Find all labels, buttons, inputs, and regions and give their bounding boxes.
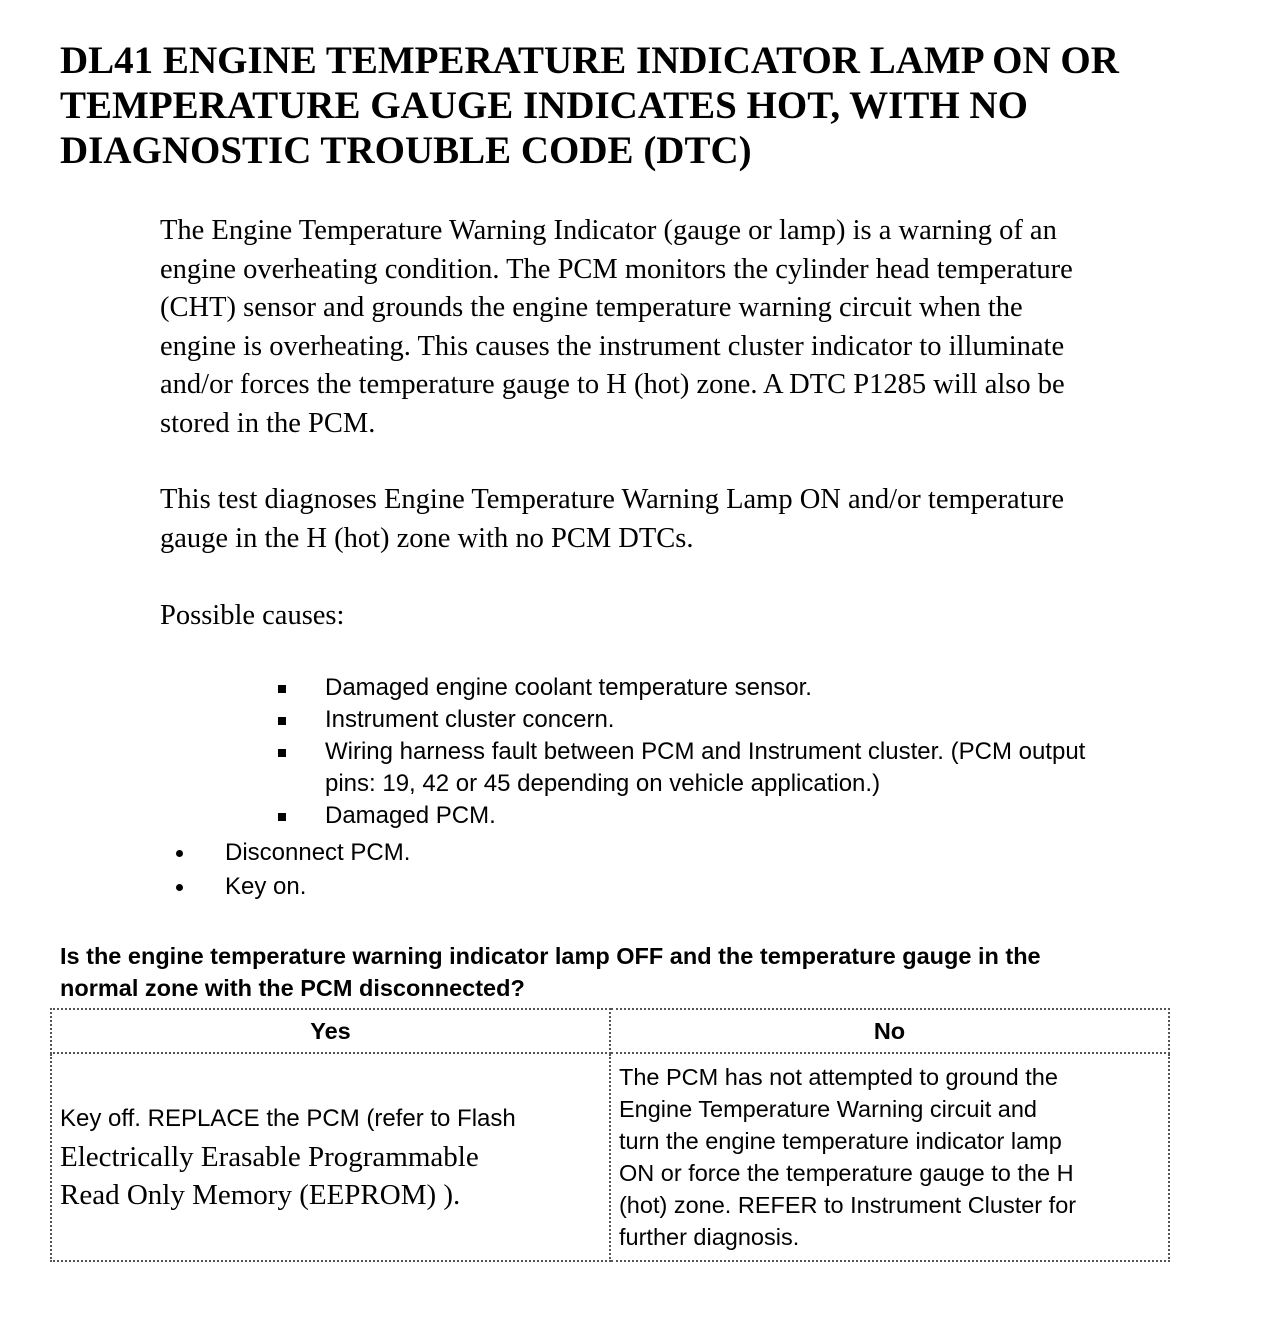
paragraph-line: engine is overheating. This causes the instrument cluster indicator to illuminate xyxy=(160,330,1065,362)
paragraph-line: (CHT) sensor and grounds the engine temperature warning circuit when the xyxy=(160,292,1023,323)
cell-line: turn the engine temperature indicator lamp xyxy=(618,1128,1062,1154)
cell-line: Read Only Memory (EEPROM) ). xyxy=(60,1179,461,1211)
question-line: normal zone with the PCM disconnected? xyxy=(60,975,525,1001)
list-item-text: Instrument cluster concern. xyxy=(325,706,615,733)
title-line: DL41 ENGINE TEMPERATURE INDICATOR LAMP ON OR xyxy=(60,39,1119,82)
yes-header: Yes xyxy=(51,1009,610,1053)
list-item xyxy=(0,672,1280,704)
paragraph-line: This test diagnoses Engine Temperature Warning Lamp ON and/or temperature xyxy=(160,484,1065,515)
no-header: No xyxy=(610,1009,1169,1053)
yes-cell xyxy=(51,1053,610,1261)
table-header-row xyxy=(51,1009,1169,1053)
no-cell xyxy=(610,1053,1169,1261)
answer-table xyxy=(50,1008,1170,1262)
paragraph-line: stored in the PCM. xyxy=(160,407,376,439)
page-title xyxy=(60,38,1220,173)
paragraph-line: The Engine Temperature Warning Indicator (gauge or lamp) is a warning of an xyxy=(160,215,1057,246)
cell-line: (hot) zone. REFER to Instrument Cluster for xyxy=(618,1192,1077,1218)
list-item-text: pins: 19, 42 or 45 depending on vehicle application.) xyxy=(325,770,881,797)
table-row xyxy=(51,1053,1169,1261)
cell-line: Key off. REPLACE the PCM (refer to Flash xyxy=(60,1105,516,1132)
step-item: Key on. xyxy=(0,870,1280,904)
cell-line: ON or force the temperature gauge to the H xyxy=(618,1160,1074,1186)
list-item xyxy=(0,704,1280,736)
title-line: DIAGNOSTIC TROUBLE CODE (DTC) xyxy=(60,129,752,172)
causes-list xyxy=(0,672,1280,832)
cell-line: Engine Temperature Warning circuit and xyxy=(618,1096,1037,1122)
cell-line: Electrically Erasable Programmable xyxy=(60,1141,479,1173)
intro-paragraph xyxy=(160,212,1240,443)
cell-line: The PCM has not attempted to ground the xyxy=(618,1064,1058,1090)
question-line: Is the engine temperature warning indicator lamp OFF and the temperature gauge in the xyxy=(60,943,1041,969)
paragraph-line: and/or forces the temperature gauge to H (hot) zone. A DTC P1285 will also be xyxy=(160,369,1065,400)
step-item: Disconnect PCM. xyxy=(0,836,1280,870)
paragraph-line: gauge in the H (hot) zone with no PCM DTCs. xyxy=(160,522,694,554)
list-item-text: Wiring harness fault between PCM and Instrument cluster. (PCM output xyxy=(325,738,1086,765)
list-item-text: Damaged engine coolant temperature sensor. xyxy=(325,674,812,701)
cell-line: further diagnosis. xyxy=(618,1224,800,1250)
causes-heading: Possible causes: xyxy=(160,600,345,631)
list-item-text: Damaged PCM. xyxy=(325,802,496,829)
list-item xyxy=(0,800,1280,832)
list-item xyxy=(0,736,1280,800)
test-description xyxy=(160,481,1240,558)
title-line: TEMPERATURE GAUGE INDICATES HOT, WITH NO xyxy=(60,84,1028,127)
steps-list xyxy=(0,836,1280,904)
paragraph-line: engine overheating condition. The PCM monitors the cylinder head temperature xyxy=(160,253,1073,285)
diagnostic-question xyxy=(60,940,1240,1004)
